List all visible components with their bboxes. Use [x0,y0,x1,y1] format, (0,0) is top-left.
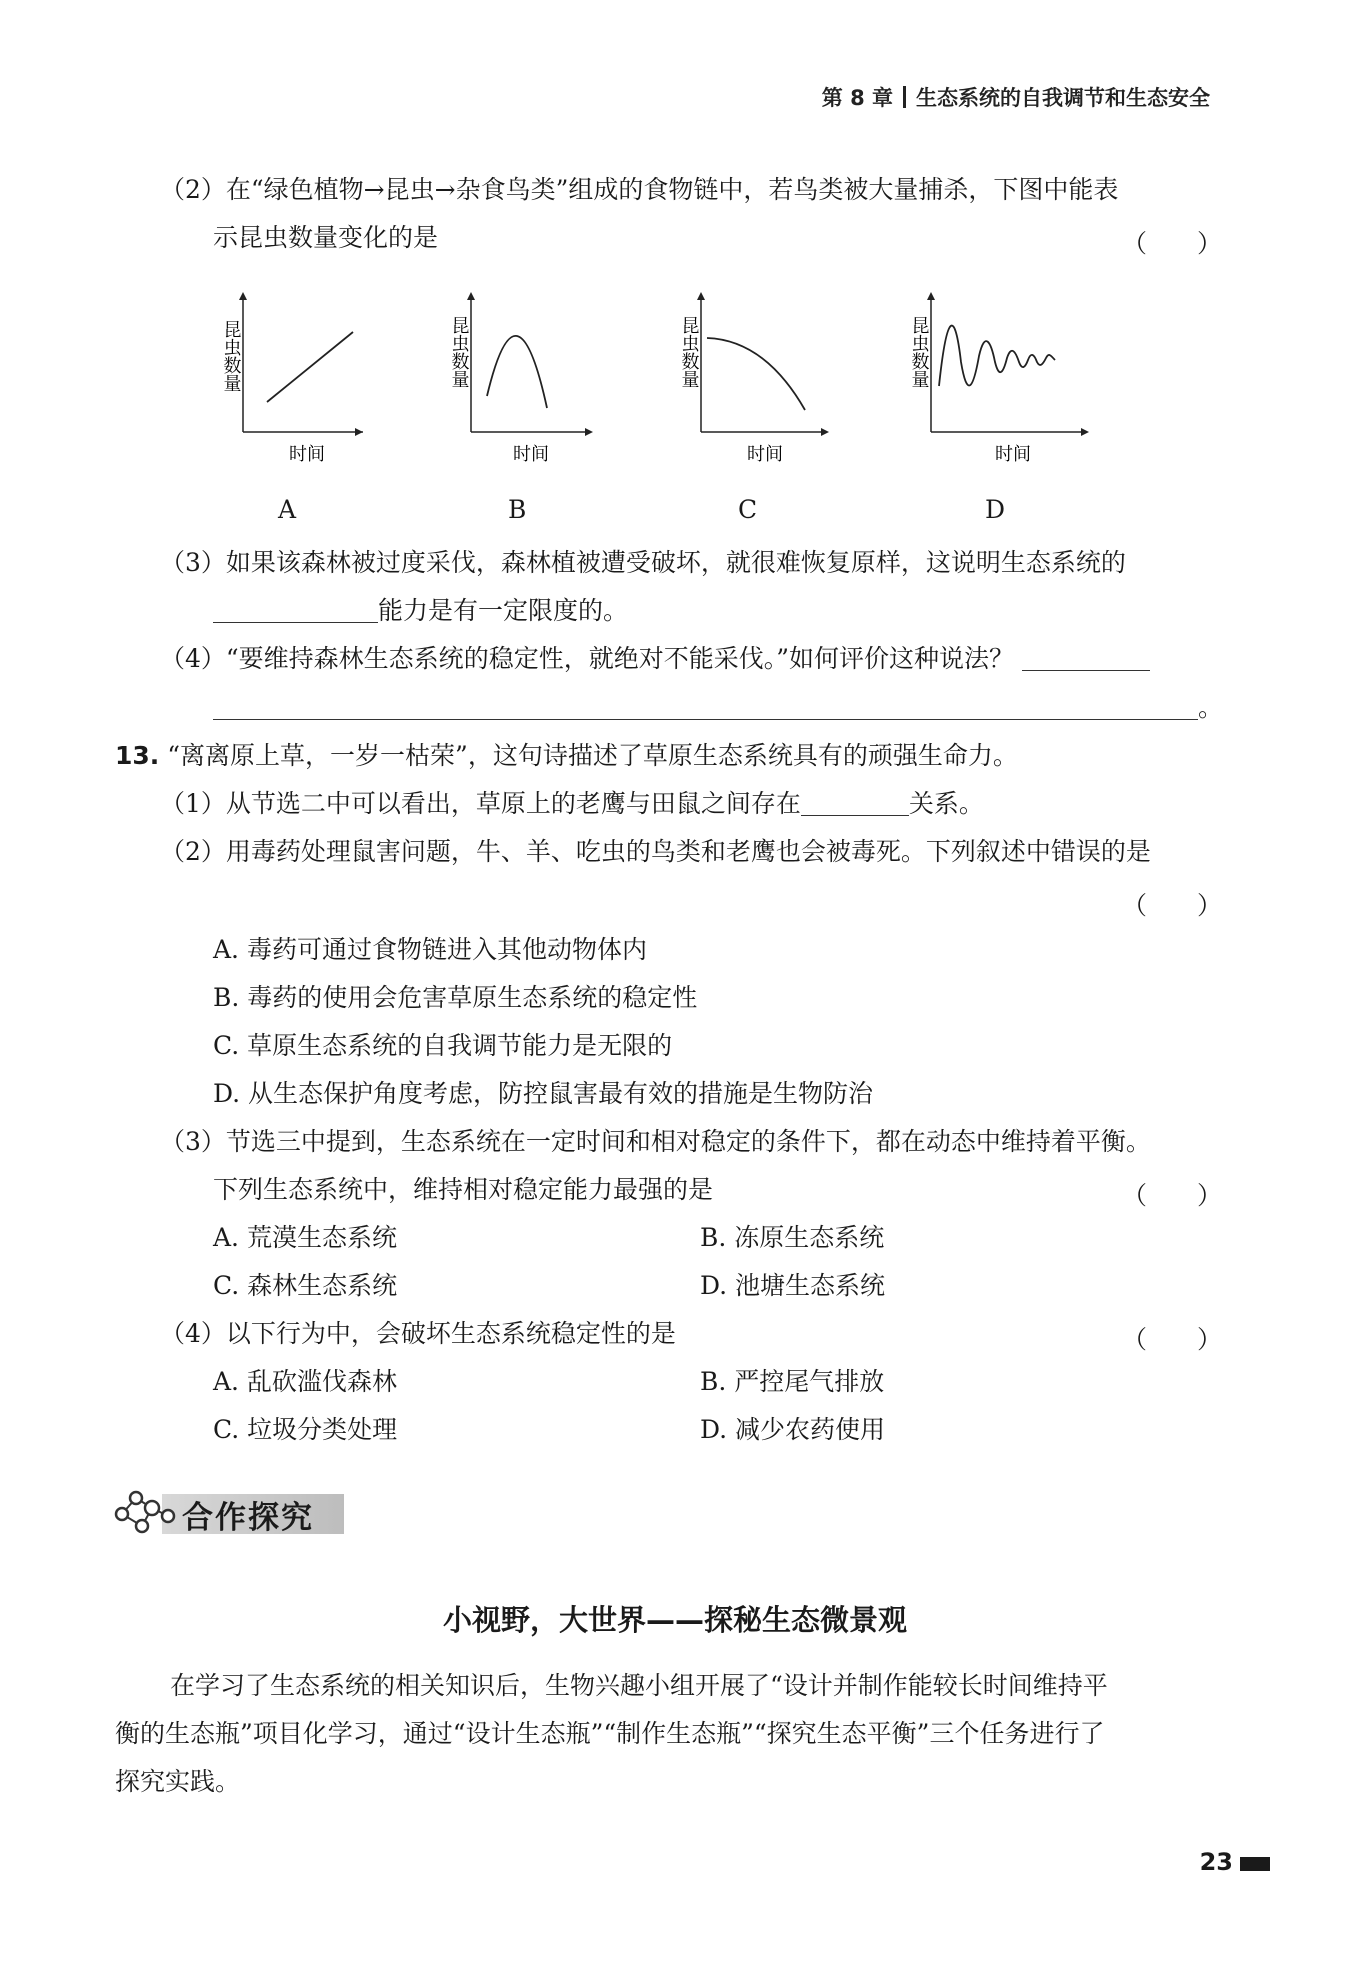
q13-stem: 13. “离离原上草，一岁一枯荣”，这句诗描述了草原生态系统具有的顽强生命力。 [115,741,1018,770]
q12-p4-line2: 。 [213,690,1223,726]
q13-p3-option-b: B. 冻原生态系统 [700,1223,885,1252]
graph-d-xlabel: 时间 [995,444,1031,465]
answer-paren: （ ） [1122,229,1223,258]
graph-c-xlabel: 时间 [747,444,783,465]
q12-p3-line2: 能力是有一定限度的。 [213,593,628,629]
intro-line2: 衡的生态瓶”项目化学习，通过“设计生态瓶”“制作生态瓶”“探究生态平衡”三个任务进行了 [115,1719,1105,1748]
graph-b-ylabel: 昆虫数量 [448,316,470,388]
running-header [822,82,1210,112]
graph-b-xlabel: 时间 [513,444,549,465]
question-number: 13. [115,741,160,770]
graph-d-option: D [985,495,1006,524]
answer-blank[interactable] [1022,642,1150,671]
q13-p2-line1: （2）用毒药处理鼠害问题，牛、羊、吃虫的鸟类和老鹰也会被毒死。下列叙述中错误的是 [160,837,1151,866]
q13-p4-line1: （4）以下行为中，会破坏生态系统稳定性的是 [160,1319,676,1348]
q13-p3-line2: 下列生态系统中，维持相对稳定能力最强的是 [213,1175,714,1204]
q13-p3-option-c: C. 森林生态系统 [213,1271,398,1300]
answer-paren: （ ） [1122,1181,1223,1210]
q13-p2-option-c: C. 草原生态系统的自我调节能力是无限的 [213,1031,673,1060]
page-number: 23 [1199,1848,1233,1876]
chapter-title: 生态系统的自我调节和生态安全 [916,86,1210,110]
q13-p2-option-a: A. 毒药可通过食物链进入其他动物体内 [213,935,647,964]
answer-blank[interactable] [213,594,378,623]
q13-p3-line1: （3）节选三中提到，生态系统在一定时间和相对稳定的条件下，都在动态中维持着平衡。 [160,1127,1151,1156]
graph-c [665,290,835,470]
graph-b-option: B [508,495,527,524]
intro-line3: 探究实践。 [115,1767,241,1796]
q13-p4-option-c: C. 垃圾分类处理 [213,1415,398,1444]
section-subtitle: 小视野，大世界——探秘生态微景观 [442,1603,907,1637]
graph-c-ylabel: 昆虫数量 [678,316,700,388]
q12-p2-line1: （2）在“绿色植物→昆虫→杂食鸟类”组成的食物链中，若鸟类被大量捕杀，下图中能表 [160,175,1119,204]
q13-p2-option-d: D. 从生态保护角度考虑，防控鼠害最有效的措施是生物防治 [213,1079,874,1108]
answer-paren: （ ） [1122,891,1223,920]
page-number-bar [1240,1857,1270,1871]
answer-paren: （ ） [1122,1325,1223,1354]
intro-line1: 在学习了生态系统的相关知识后，生物兴趣小组开展了“设计并制作能较长时间维持平 [170,1671,1108,1700]
answer-blank[interactable] [213,691,1198,720]
q12-p4-line1: （4）“要维持森林生态系统的稳定性，就绝对不能采伐。”如何评价这种说法？ [160,641,1150,677]
q13-p4-option-d: D. 减少农药使用 [700,1415,886,1444]
graph-a [205,290,365,470]
graph-a-ylabel: 昆虫数量 [220,320,242,392]
q13-p4-option-b: B. 严控尾气排放 [700,1367,885,1396]
q13-p1: （1）从节选二中可以看出，草原上的老鹰与田鼠之间存在 关系。 [160,789,984,818]
graph-d-ylabel: 昆虫数量 [908,316,930,388]
q12-p3-line1: （3）如果该森林被过度采伐，森林植被遭受破坏，就很难恢复原样，这说明生态系统的 [160,548,1126,577]
graph-b [435,290,595,470]
graph-a-xlabel: 时间 [289,444,325,465]
section-badge [112,1486,344,1536]
graph-c-option: C [738,495,758,524]
q13-p3-option-d: D. 池塘生态系统 [700,1271,886,1300]
answer-blank[interactable] [801,787,909,816]
graph-a-option: A [278,495,297,524]
q13-p2-option-b: B. 毒药的使用会危害草原生态系统的稳定性 [213,983,698,1012]
q13-p4-option-a: A. 乱砍滥伐森林 [213,1367,397,1396]
section-title: 合作探究 [182,1500,314,1536]
q12-p2-line2: 示昆虫数量变化的是 [213,223,439,252]
chapter-number: 第 8 章 [821,86,893,110]
q13-p3-option-a: A. 荒漠生态系统 [213,1223,397,1252]
header-divider [903,86,906,108]
graph-d [895,290,1095,470]
